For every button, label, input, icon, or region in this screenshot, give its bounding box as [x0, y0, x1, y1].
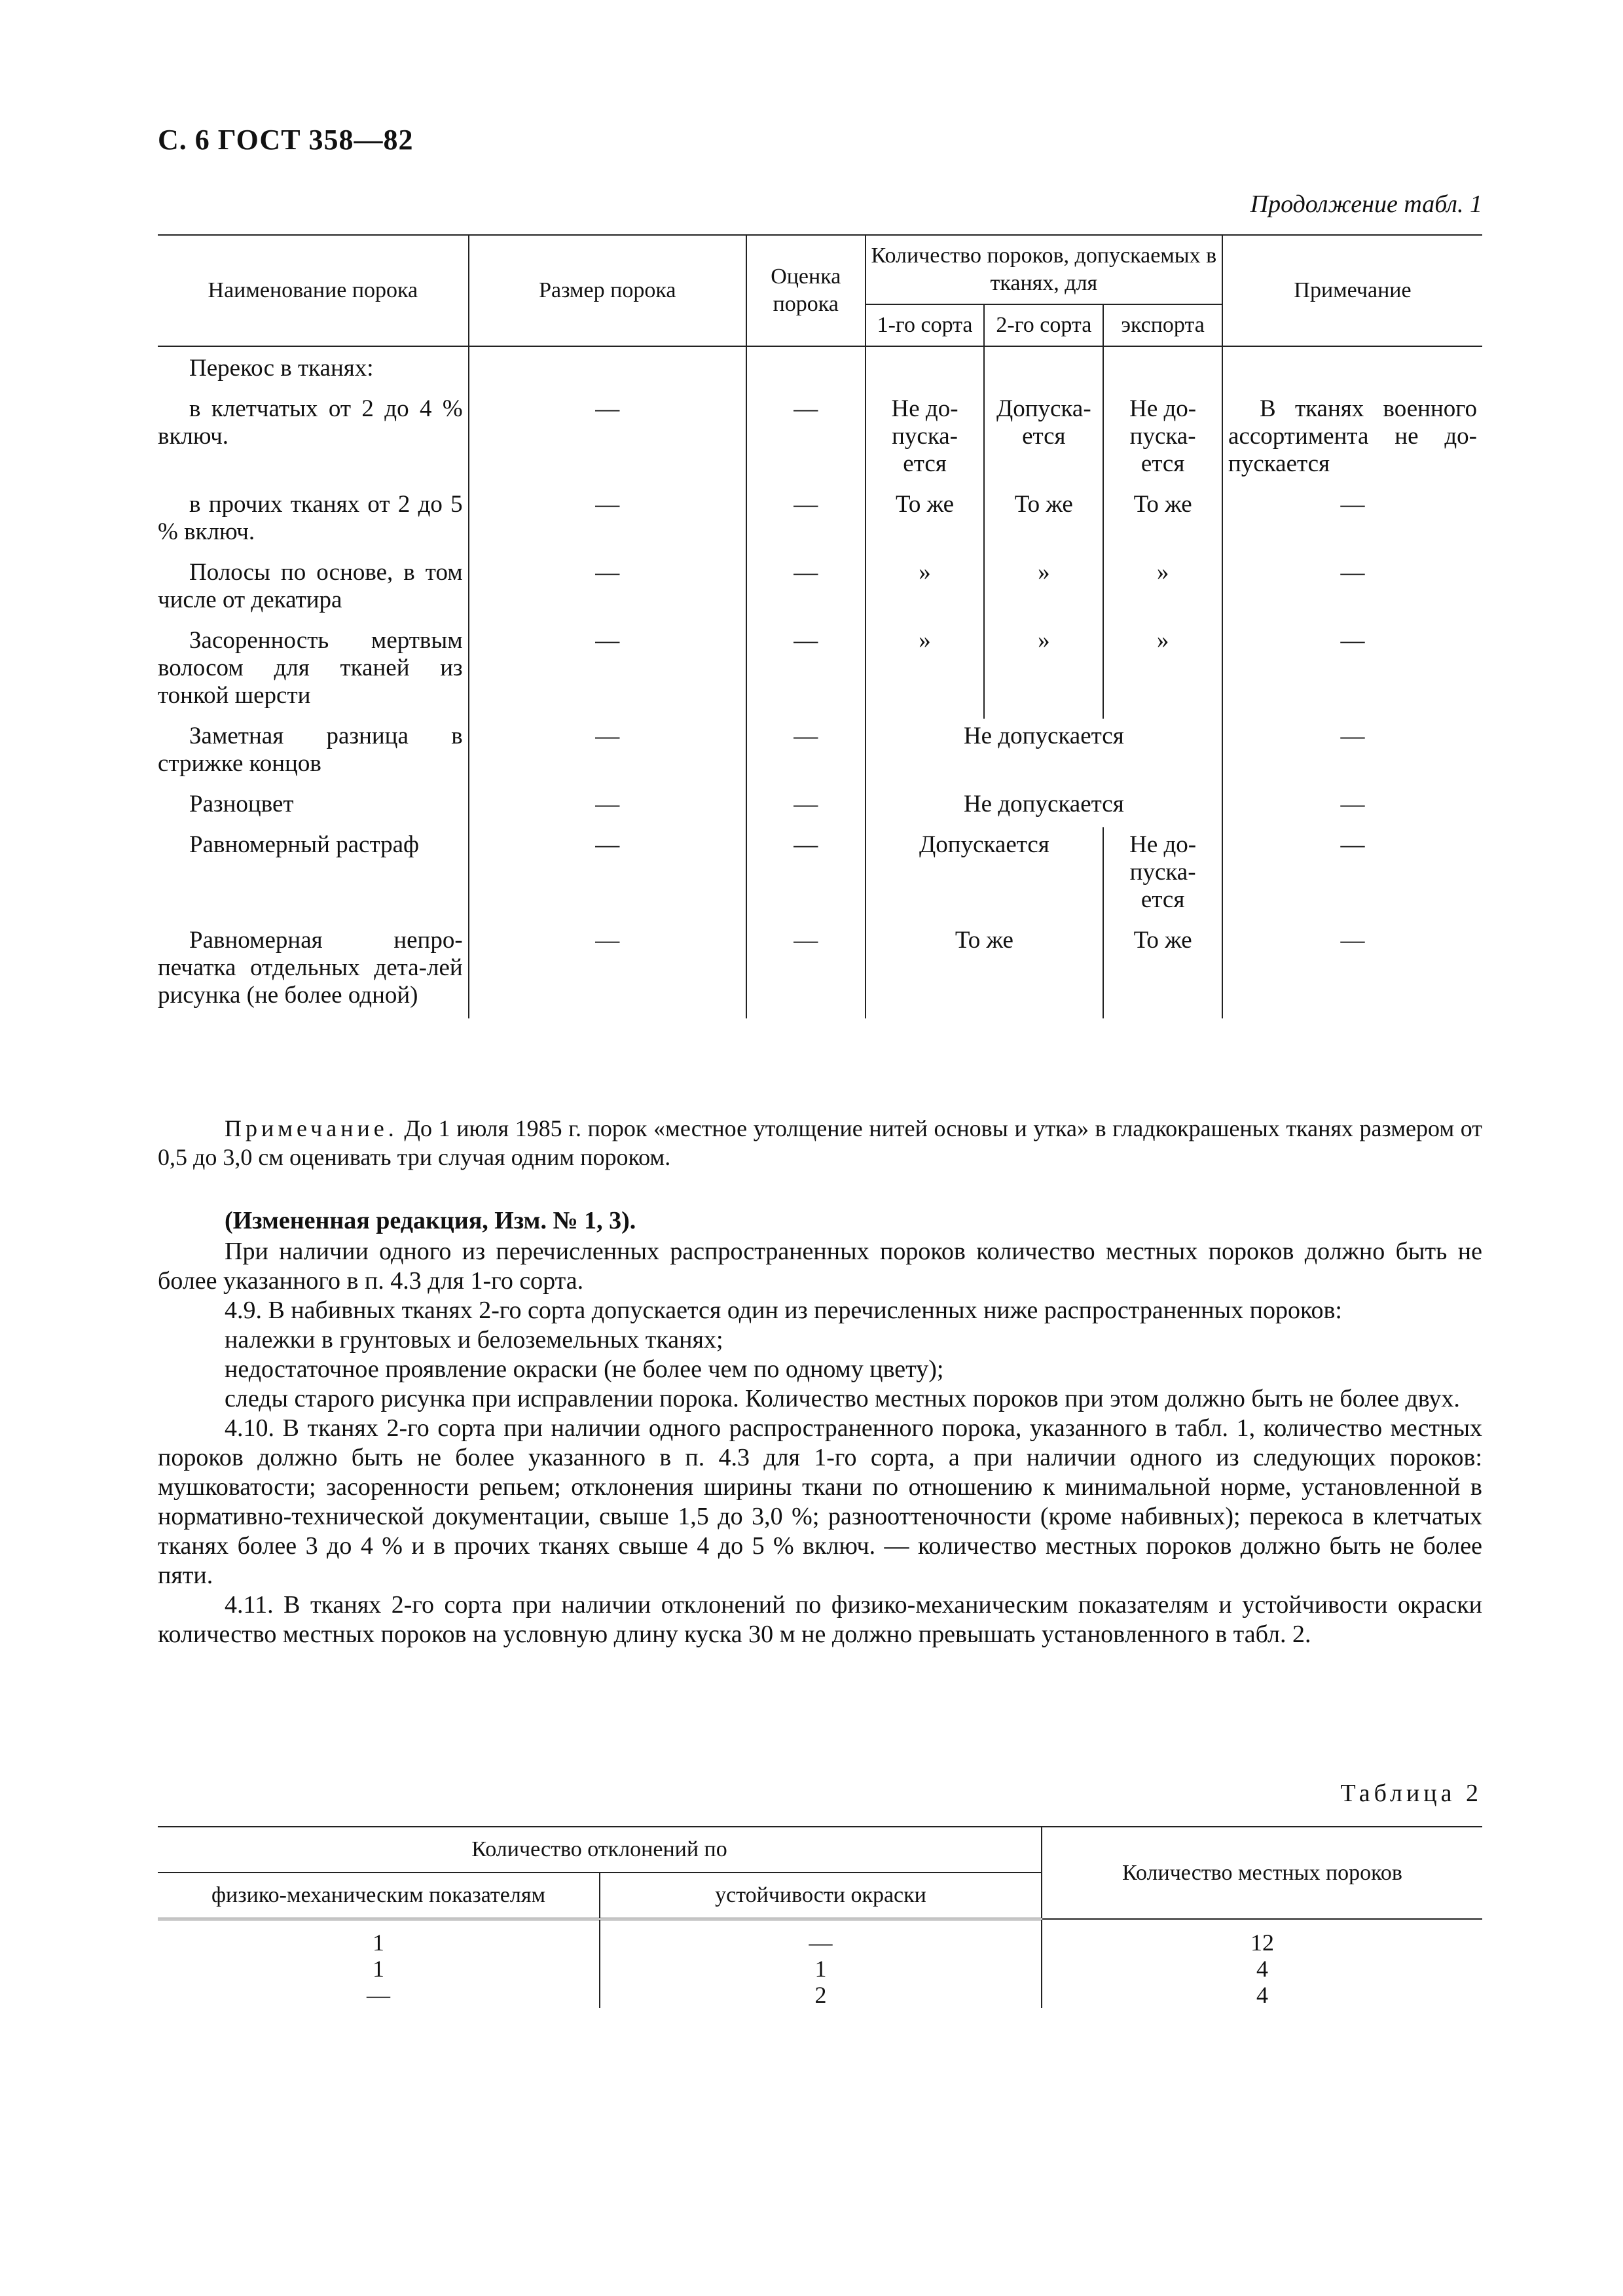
header-first-grade: 1-го сорта — [866, 304, 985, 346]
row-export: Не до-пуска-ется — [1103, 391, 1222, 487]
row-size: — — [469, 487, 746, 555]
row-name: в прочих тканях от 2 до 5 % включ. — [158, 491, 463, 545]
row-grade: — — [746, 787, 866, 827]
row-merged-grades: Допускается — [866, 827, 1104, 923]
amendment-note: (Измененная редакция, Изм. № 1, 3). — [225, 1207, 636, 1234]
row-merged-grades: То же — [866, 923, 1104, 1018]
row-name: Засоренность мертвым волосом для тканей из тонкой шерсти — [158, 627, 463, 709]
row-first: То же — [866, 487, 985, 555]
row-size: — — [469, 391, 746, 487]
row-export: То же — [1103, 487, 1222, 555]
row-grade: — — [746, 391, 866, 487]
table-row — [158, 1982, 1482, 2008]
table-row — [158, 346, 1482, 391]
cell-physmech: — — [158, 1982, 600, 2008]
table-row — [158, 623, 1482, 719]
defects-table — [158, 234, 1482, 1018]
table-row — [158, 1956, 1482, 1982]
cell-color-fastness: 2 — [600, 1982, 1042, 2008]
paragraph-4-10: 4.10. В тканях 2-го сорта при наличии одного распространенного порока, указанного в табл. 1, количество местных пороков должно быть не более указанного в п. 4.3 для 1-го сорта, а при наличии одного из следующих пороков: мушковатости; засоренности репьем; отклонения ширины ткани по отношению к минимальной норме, установленной в нормативно-технической документации, свыше 1,5 до 3,0 %; разнооттеночности (кроме набивных); перекоса в клетчатых тканях более 3 до 4 % и в прочих тканях свыше 4 до 5 % включ. — количество местных пороков должно быть не более пяти. — [158, 1414, 1482, 1589]
note-text: До 1 июля 1985 г. порок «местное утолщение нитей основы и утка» в гладкокрашеных тканях размером от 0,5 до 3,0 см оценивать три случая одним пороком. — [158, 1115, 1483, 1170]
cell-color-fastness: — — [600, 1919, 1042, 1956]
table-row — [158, 787, 1482, 827]
row-name: Разноцвет — [189, 791, 294, 817]
row-name: в клетчатых от 2 до 4 % включ. — [158, 395, 463, 450]
header-deviations-group: Количество отклонений по — [158, 1827, 1042, 1873]
table-row — [158, 487, 1482, 555]
header-count-group: Количество пороков, допускаемых в тканях, для — [866, 235, 1222, 304]
table-row — [158, 719, 1482, 787]
row-size: — — [469, 555, 746, 623]
row-name: Полосы по основе, в том числе от декатира — [158, 559, 463, 613]
row-grade: — — [746, 827, 866, 923]
row-size: — — [469, 623, 746, 719]
header-name: Наименование порока — [158, 235, 469, 346]
header-export: экспорта — [1103, 304, 1222, 346]
row-second: То же — [984, 487, 1103, 555]
paragraph-4-9: 4.9. В набивных тканях 2-го сорта допускается один из перечисленных ниже распространенных пороков: — [225, 1297, 1342, 1324]
row-name: Перекос в тканях: — [189, 355, 374, 382]
table-row — [158, 827, 1482, 923]
row-grade: — — [746, 719, 866, 787]
header-color-fastness: устойчивости окраски — [600, 1873, 1042, 1919]
table-continuation-label: Продолжение табл. 1 — [1250, 190, 1482, 218]
row-export: » — [1103, 623, 1222, 719]
row-first: Не до-пуска-ется — [866, 391, 985, 487]
row-grade: — — [746, 923, 866, 1018]
row-name: Равномерная непро-печатка отдельных дета-лей рисунка (не более одной) — [158, 927, 463, 1009]
paragraph-4-11: 4.11. В тканях 2-го сорта при наличии отклонений по физико-механическим показателям и устойчивости окраски количество местных пороков на условную длину куска 30 м не должно превышать установленного в табл. 2. — [158, 1591, 1482, 1648]
header-grade: Оценка порока — [746, 235, 866, 346]
paragraph: При наличии одного из перечисленных распространенных пороков количество местных пороков должно быть не более указанного в п. 4.3 для 1-го сорта. — [158, 1238, 1482, 1295]
cell-local-defects: 4 — [1042, 1982, 1482, 2008]
row-size: — — [469, 923, 746, 1018]
row-grade: — — [746, 487, 866, 555]
cell-physmech: 1 — [158, 1919, 600, 1956]
row-export: » — [1103, 555, 1222, 623]
row-first: » — [866, 555, 985, 623]
row-merged-count: Не допускается — [866, 719, 1222, 787]
row-note: В тканях военного ассортимента не до-пускается — [1228, 395, 1477, 477]
header-physmech: физико-механическим показателям — [158, 1873, 600, 1919]
row-first: » — [866, 623, 985, 719]
table-note — [158, 1114, 1482, 1172]
cell-physmech: 1 — [158, 1956, 600, 1982]
table-row — [158, 555, 1482, 623]
list-item: следы старого рисунка при исправлении порока. Количество местных пороков при этом должно быть не более двух. — [225, 1385, 1460, 1412]
row-size: — — [469, 787, 746, 827]
row-name: Заметная разница в стрижке концов — [158, 723, 463, 777]
note-label: Примечание. — [225, 1115, 398, 1141]
page-title: С. 6 ГОСТ 358—82 — [158, 124, 414, 156]
row-merged-count: Не допускается — [866, 787, 1222, 827]
row-note: — — [1222, 787, 1482, 827]
deviations-table — [158, 1826, 1482, 2008]
row-second: » — [984, 555, 1103, 623]
row-note: — — [1222, 487, 1482, 555]
header-note: Примечание — [1222, 235, 1482, 346]
row-second: » — [984, 623, 1103, 719]
header-size: Размер порока — [469, 235, 746, 346]
cell-local-defects: 4 — [1042, 1956, 1482, 1982]
body-text — [158, 1237, 1482, 1649]
row-note: — — [1222, 719, 1482, 787]
table-row — [158, 1919, 1482, 1956]
row-note: — — [1222, 623, 1482, 719]
header-local-defects: Количество местных пороков — [1042, 1827, 1482, 1919]
table-row — [158, 391, 1482, 487]
list-item: належки в грунтовых и белоземельных тканях; — [225, 1326, 723, 1354]
row-size: — — [469, 827, 746, 923]
row-note: — — [1222, 827, 1482, 923]
header-second-grade: 2-го сорта — [984, 304, 1103, 346]
list-item: недостаточное проявление окраски (не более чем по одному цвету); — [225, 1355, 944, 1383]
row-grade: — — [746, 555, 866, 623]
table-row — [158, 923, 1482, 1018]
row-second: Допуска-ется — [984, 391, 1103, 487]
row-note: — — [1222, 923, 1482, 1018]
table2-label: Таблица 2 — [1340, 1780, 1482, 1807]
row-export: То же — [1103, 923, 1222, 1018]
row-size: — — [469, 719, 746, 787]
row-export: Не до-пуска-ется — [1103, 827, 1222, 923]
row-name: Равномерный растраф — [189, 831, 419, 858]
cell-local-defects: 12 — [1042, 1919, 1482, 1956]
cell-color-fastness: 1 — [600, 1956, 1042, 1982]
row-note: — — [1222, 555, 1482, 623]
row-grade: — — [746, 623, 866, 719]
